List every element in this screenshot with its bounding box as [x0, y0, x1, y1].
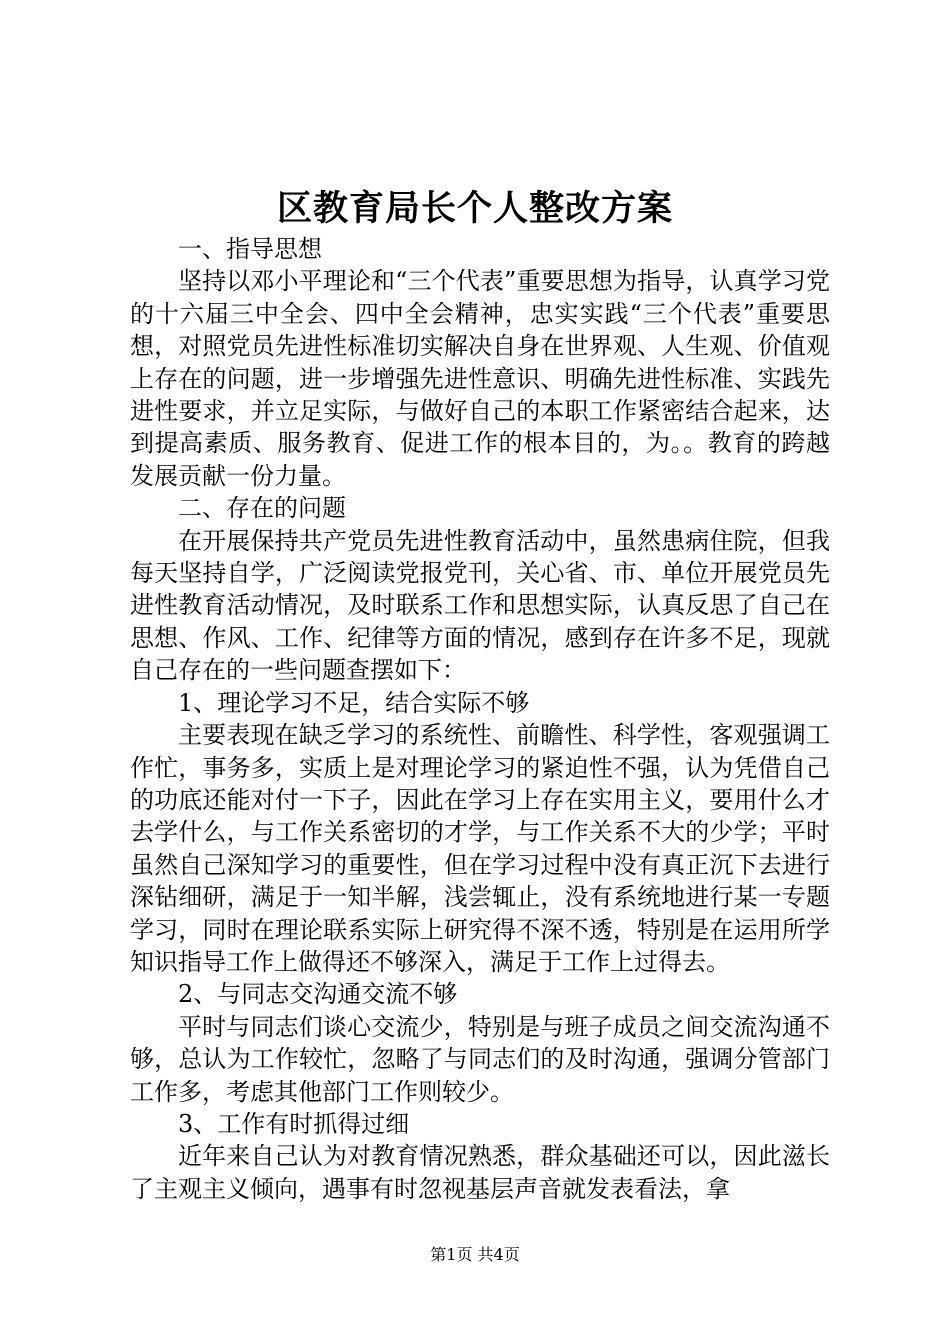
body-paragraph: 平时与同志们谈心交流少，特别是与班子成员之间交流沟通不够，总认为工作较忙，忽略了与同志们的及时沟通，强调分管部门工作多，考虑其他部门工作则较少。 — [130, 1012, 830, 1106]
document-body — [130, 233, 830, 1205]
subsection-heading: 1、理论学习不足，结合实际不够 — [178, 688, 530, 717]
section-heading-guiding-ideology: 一、指导思想 — [178, 235, 322, 263]
body-paragraph: 在开展保持共产党员先进性教育活动中，虽然患病住院，但我每天坚持自学，广泛阅读党报党刊，关心省、市、单位开展党员先进性教育活动情况，及时联系工作和思想实际，认真反思了自己在思想、作风、工作、纪律等方面的情况，感到存在许多不足，现就自己存在的一些问题查摆如下： — [130, 526, 830, 685]
body-paragraph: 主要表现在缺乏学习的系统性、前瞻性、科学性，客观强调工作忙，事务多，实质上是对理论学习的紧迫性不强，认为凭借自己的功底还能对付一下子，因此在学习上存在实用主义，要用什么才去学什么，与工作关系密切的才学，与工作关系不大的少学；平时虽然自己深知学习的重要性，但在学习过程中没有真正沉下去进行深钻细研，满足于一知半解，浅尝辄止，没有系统地进行某一专题学习，同时在理论联系实际上研究得不深不透，特别是在运用所学知识指导工作上做得还不够深入，满足于工作上过得去。 — [130, 721, 830, 976]
section-heading-existing-problems: 二、存在的问题 — [178, 494, 346, 523]
body-paragraph: 坚持以邓小平理论和“三个代表”重要思想为指导，认真学习党的十六届三中全会、四中全会精神，忠实实践“三个代表”重要思想，对照党员先进性标准切实解决自身在世界观、人生观、价值观上存在的问题，进一步增强先进性意识、明确先进性标准、实践先进性要求，并立足实际，与做好自己的本职工作紧密结合起来，达到提高素质、服务教育、促进工作的根本目的，为。。教育的跨越发展贡献一份力量。 — [130, 267, 830, 490]
body-paragraph: 近年来自己认为对教育情况熟悉，群众基础还可以，因此滋长了主观主义倾向，遇事有时忽视基层声音就发表看法，拿 — [130, 1142, 830, 1203]
subsection-heading: 2、与同志交沟通交流不够 — [178, 980, 458, 1009]
subsection-heading: 3、工作有时抓得过细 — [178, 1109, 410, 1138]
page-footer: 第1页 共4页 — [430, 1245, 520, 1264]
document-title: 区教育局长个人整改方案 — [276, 188, 673, 229]
